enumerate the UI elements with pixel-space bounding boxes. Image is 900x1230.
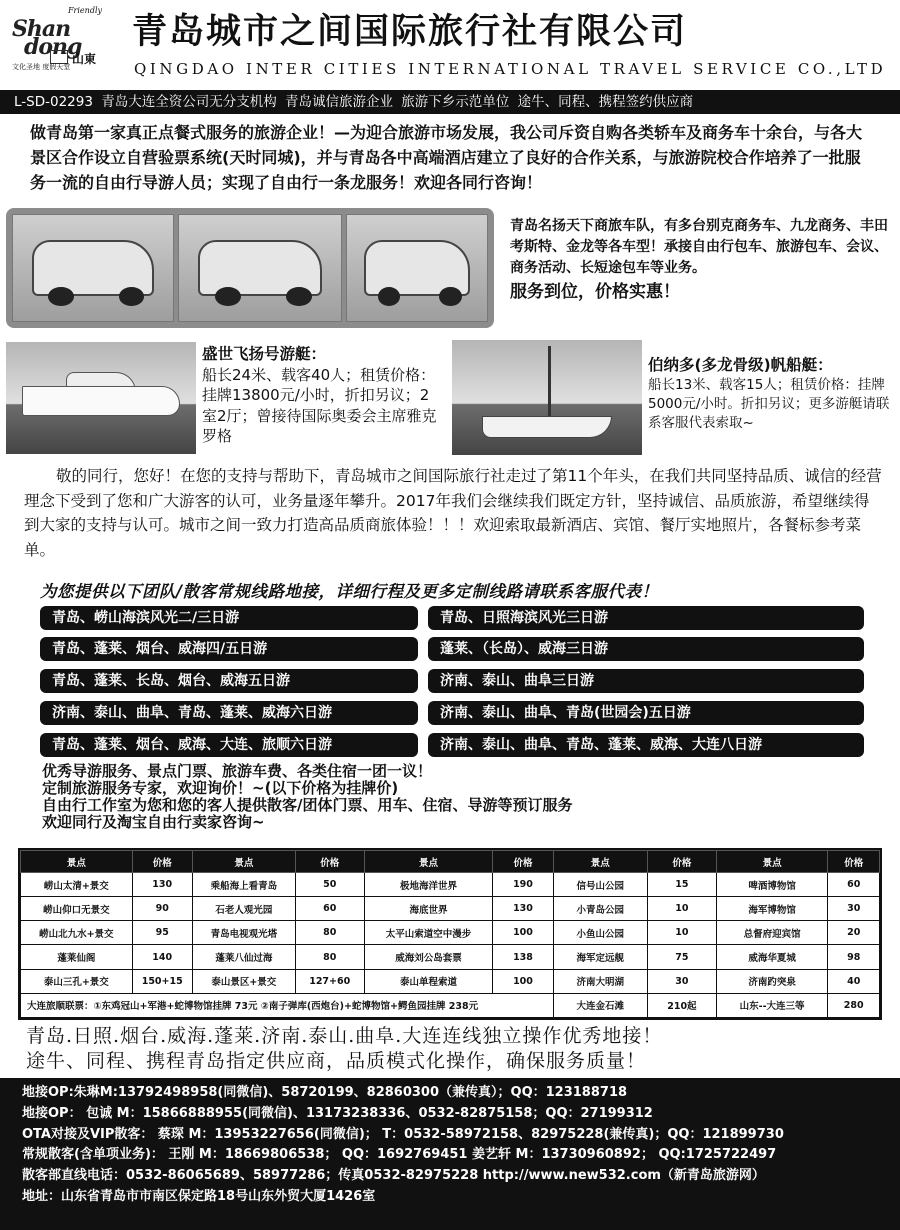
address-line: 地址：山东省青岛市市南区保定路18号山东外贸大厦1426室 bbox=[22, 1188, 376, 1204]
price: 190 bbox=[493, 873, 553, 897]
price: 140 bbox=[132, 945, 192, 969]
price: 80 bbox=[295, 921, 364, 945]
col-header: 景点 bbox=[364, 851, 493, 873]
price: 127+60 bbox=[295, 969, 364, 993]
contact-footer bbox=[0, 1078, 900, 1230]
attraction: 海底世界 bbox=[364, 897, 493, 921]
service-line: 定制旅游服务专家，欢迎询价！~(以下价格为挂牌价) bbox=[42, 779, 399, 797]
price: 98 bbox=[828, 945, 880, 969]
table-row bbox=[21, 969, 880, 993]
attraction: 崂山太清+景交 bbox=[21, 873, 133, 897]
attraction: 泰山单程索道 bbox=[364, 969, 493, 993]
route-item: 蓬莱、（长岛）、威海三日游 bbox=[428, 637, 864, 661]
logo-friendly: Friendly bbox=[68, 6, 103, 15]
attraction: 乘船海上看青岛 bbox=[192, 873, 295, 897]
table-row-dalian bbox=[21, 993, 880, 1017]
route-item: 青岛、蓬莱、烟台、威海四/五日游 bbox=[40, 637, 418, 661]
price: 138 bbox=[493, 945, 553, 969]
van-photo bbox=[346, 214, 488, 322]
company-title: 青岛城市之间国际旅行社有限公司 bbox=[132, 12, 688, 52]
price: 210起 bbox=[648, 993, 717, 1017]
contact-line: 地接OP： 包诚 M：15866888955(同微信)、13173238336、0532-82875158；QQ：27199312 bbox=[22, 1105, 653, 1121]
contact-line: 常规散客(含单项业务)： 王刚 M：18669806538； QQ：1692769451 姜艺轩 M：13730960892； QQ:1725722497 bbox=[22, 1147, 777, 1163]
attraction: 总督府迎宾馆 bbox=[716, 921, 828, 945]
attraction: 威海刘公岛套票 bbox=[364, 945, 493, 969]
attraction: 青岛电视观光塔 bbox=[192, 921, 295, 945]
tagline-2: 途牛、同程、携程青岛指定供应商，品质模式化操作，确保服务质量！ bbox=[26, 1050, 647, 1072]
price: 150+15 bbox=[132, 969, 192, 993]
van-photo bbox=[12, 214, 174, 322]
yacht-desc: 船长24米、载客40人；租赁价格：挂牌13800元/小时，折扣另议；2室2厅；曾接待国际奥委会主席雅克罗格 bbox=[202, 365, 437, 445]
attraction: 太平山索道空中漫步 bbox=[364, 921, 493, 945]
col-header: 景点 bbox=[553, 851, 647, 873]
col-header: 价格 bbox=[828, 851, 880, 873]
route-item: 济南、泰山、曲阜三日游 bbox=[428, 669, 864, 693]
attraction: 崂山北九水+景交 bbox=[21, 921, 133, 945]
services-list bbox=[42, 763, 572, 831]
tagline-block bbox=[26, 1024, 886, 1074]
contact-line: 散客部直线电话：0532-86065689、58977286；传真0532-82975228 http://www.new532.com（新青岛旅游网） bbox=[22, 1168, 765, 1184]
dalian-combo-label: 大连旅顺联票：①东鸡冠山+军港+蛇博物馆挂牌 73元 ②南子弹库(西炮台)+蛇博物馆+鳄鱼园挂牌 238元 bbox=[21, 993, 554, 1017]
route-item: 青岛、蓬莱、长岛、烟台、威海五日游 bbox=[40, 669, 418, 693]
company-subtitle: QINGDAO INTER CITIES INTERNATIONAL TRAVEL SERVICE CO.,LTD bbox=[134, 60, 887, 78]
sailboat-desc: 船长13米、载客15人；租赁价格：挂牌5000元/小时。折扣另议；更多游艇请联系客服代表索取~ bbox=[648, 377, 890, 431]
col-header: 价格 bbox=[295, 851, 364, 873]
attraction: 蓬莱仙阁 bbox=[21, 945, 133, 969]
logo-shan: Shan bbox=[12, 16, 71, 42]
sailboat-info bbox=[648, 356, 898, 433]
price: 60 bbox=[828, 873, 880, 897]
price: 100 bbox=[493, 969, 553, 993]
col-header: 景点 bbox=[21, 851, 133, 873]
price: 80 bbox=[295, 945, 364, 969]
company-logo bbox=[10, 6, 110, 71]
fleet-text: 青岛名扬天下商旅车队，有多台别克商务车、九龙商务、丰田考斯特、金龙等各车型！承接自由行包车、旅游包车、会议、商务活动、长短途包车等业务。 bbox=[510, 218, 888, 276]
price: 90 bbox=[132, 897, 192, 921]
col-header: 价格 bbox=[493, 851, 553, 873]
price: 15 bbox=[648, 873, 717, 897]
contact-line: 地接OP:朱琳M:13792498958(同微信)、58720199、82860300（兼传真）；QQ：123188718 bbox=[22, 1085, 628, 1100]
price-table bbox=[18, 848, 882, 1020]
route-item: 青岛、蓬莱、烟台、威海、大连、旅顺六日游 bbox=[40, 733, 418, 757]
table-row bbox=[21, 945, 880, 969]
fleet-highlight: 服务到位，价格实惠！ bbox=[510, 282, 680, 302]
price: 280 bbox=[828, 993, 880, 1017]
routes-heading: 为您提供以下团队/散客常规线路地接，详细行程及更多定制线路请联系客服代表！ bbox=[40, 582, 659, 601]
attraction: 泰山三孔+景交 bbox=[21, 969, 133, 993]
route-item: 青岛、日照海滨风光三日游 bbox=[428, 606, 864, 630]
van-photo bbox=[178, 214, 342, 322]
price: 60 bbox=[295, 897, 364, 921]
attraction: 蓬莱八仙过海 bbox=[192, 945, 295, 969]
credentials-bar: L-SD-02293 青岛大连全资公司无分支机构 青岛诚信旅游企业 旅游下乡示范单位 途牛、同程、携程签约供应商 bbox=[0, 90, 900, 114]
price: 10 bbox=[648, 921, 717, 945]
table-row bbox=[21, 873, 880, 897]
attraction: 海军博物馆 bbox=[716, 897, 828, 921]
price: 30 bbox=[828, 897, 880, 921]
price: 95 bbox=[132, 921, 192, 945]
price: 50 bbox=[295, 873, 364, 897]
fleet-photo-strip bbox=[6, 208, 494, 328]
logo-shandong-cn: 山東 bbox=[72, 52, 97, 66]
contact-line: OTA对接及VIP散客： 蔡琛 M：13953227656(同微信)； T：0532-58972158、82975228(兼传真)；QQ：121899730 bbox=[22, 1126, 784, 1142]
yacht-info bbox=[202, 344, 442, 447]
attraction: 极地海洋世界 bbox=[364, 873, 493, 897]
table-header-row bbox=[21, 851, 880, 873]
route-item: 济南、泰山、曲阜、青岛、蓬莱、威海六日游 bbox=[40, 701, 418, 725]
price: 130 bbox=[493, 897, 553, 921]
price: 10 bbox=[648, 897, 717, 921]
service-line: 自由行工作室为您和您的客人提供散客/团体门票、用车、住宿、导游等预订服务 bbox=[42, 796, 573, 814]
table-row bbox=[21, 897, 880, 921]
price: 75 bbox=[648, 945, 717, 969]
attraction: 石老人观光园 bbox=[192, 897, 295, 921]
attraction: 海军定远舰 bbox=[553, 945, 647, 969]
service-line: 欢迎同行及淘宝自由行卖家咨询~ bbox=[42, 813, 265, 831]
fleet-description bbox=[510, 216, 890, 305]
attraction: 崂山仰口无景交 bbox=[21, 897, 133, 921]
col-header: 价格 bbox=[132, 851, 192, 873]
col-header: 价格 bbox=[648, 851, 717, 873]
attraction: 大连金石滩 bbox=[553, 993, 647, 1017]
attraction: 山东--大连三等 bbox=[716, 993, 828, 1017]
col-header: 景点 bbox=[716, 851, 828, 873]
tagline-1: 青岛.日照.烟台.威海.蓬莱.济南.泰山.曲阜.大连连线独立操作优秀地接！ bbox=[26, 1025, 663, 1047]
yacht-name: 盛世飞扬号游艇： bbox=[202, 345, 327, 363]
logo-slogan: 文化圣地 度假天堂 bbox=[12, 63, 71, 71]
attraction: 济南大明湖 bbox=[553, 969, 647, 993]
attraction: 威海华夏城 bbox=[716, 945, 828, 969]
price: 30 bbox=[648, 969, 717, 993]
route-item: 青岛、崂山海滨风光二/三日游 bbox=[40, 606, 418, 630]
route-item: 济南、泰山、曲阜、青岛、蓬莱、威海、大连八日游 bbox=[428, 733, 864, 757]
intro-paragraph: 做青岛第一家真正点餐式服务的旅游企业！—为迎合旅游市场发展，我公司斥资自购各类轿车及商务车十余台，与各大景区合作设立自营验票系统(天时同城)，并与青岛各中高端酒店建立了良好的合作关系，与旅游院校合作培养了一批服务一流的自由行导游人员；实现了自由行一条龙服务！欢迎各同行咨询！ bbox=[30, 123, 863, 192]
attraction: 小青岛公园 bbox=[553, 897, 647, 921]
logo-dong: dong bbox=[24, 34, 82, 60]
attraction: 泰山景区+景交 bbox=[192, 969, 295, 993]
greeting-paragraph: 敬的同行，您好！在您的支持与帮助下，青岛城市之间国际旅行社走过了第11个年头，在我们共同坚持品质、诚信的经营理念下受到了您和广大游客的认可，业务量逐年攀升。2017年我们会继续我们既定方针，坚持诚信、品质旅游，希望继续得到大家的支持与认可。城市之间一致力打造高品质商旅体验！！！欢迎索取最新酒店、宾馆、餐厅实地照片，各餐标参考菜单。 bbox=[24, 467, 882, 559]
table-row bbox=[21, 921, 880, 945]
sailboat-name: 伯纳多(多龙骨级)帆船艇： bbox=[648, 356, 833, 374]
price: 20 bbox=[828, 921, 880, 945]
service-line: 优秀导游服务、景点门票、旅游车费、各类住宿一团一议！ bbox=[42, 762, 433, 780]
attraction: 济南趵突泉 bbox=[716, 969, 828, 993]
price: 40 bbox=[828, 969, 880, 993]
sailboat-photo bbox=[452, 340, 642, 455]
attraction: 啤酒博物馆 bbox=[716, 873, 828, 897]
attraction: 信号山公园 bbox=[553, 873, 647, 897]
col-header: 景点 bbox=[192, 851, 295, 873]
yacht-photo bbox=[6, 342, 196, 454]
route-item: 济南、泰山、曲阜、青岛(世园会)五日游 bbox=[428, 701, 864, 725]
price: 130 bbox=[132, 873, 192, 897]
attraction: 小鱼山公园 bbox=[553, 921, 647, 945]
price: 100 bbox=[493, 921, 553, 945]
